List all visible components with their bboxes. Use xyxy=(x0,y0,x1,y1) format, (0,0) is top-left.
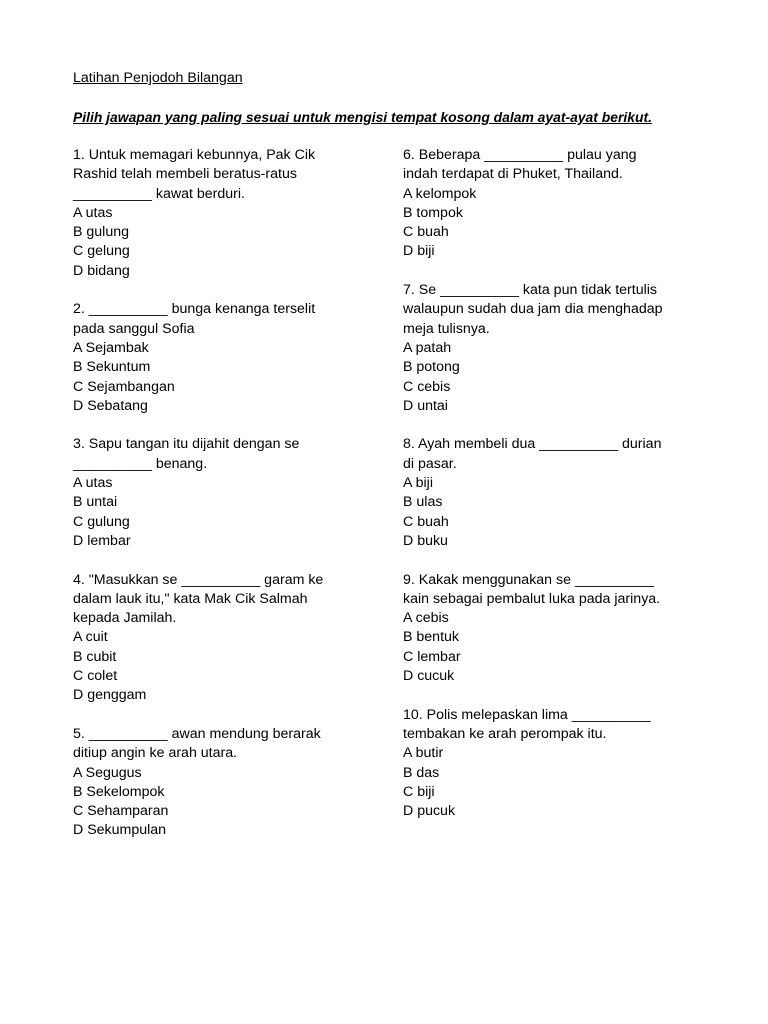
instruction-text: Pilih jawapan yang paling sesuai untuk mengisi tempat kosong dalam ayat-ayat berikut. xyxy=(73,109,652,125)
question-6 xyxy=(403,146,703,262)
question-line: tembakan ke arah perompak itu. xyxy=(403,725,607,742)
option-a: A butir xyxy=(403,745,444,762)
option-a: A utas xyxy=(73,475,113,492)
question-line: kain sebagai pembalut luka pada jarinya. xyxy=(403,590,661,607)
question-line: kepada Jamilah. xyxy=(73,610,177,627)
question-line: pada sanggul Sofia xyxy=(73,320,195,337)
option-b: B tompok xyxy=(403,204,463,221)
option-b: B bentuk xyxy=(403,629,460,646)
option-a: A utas xyxy=(73,204,113,221)
question-5 xyxy=(73,725,373,841)
option-c: C gelung xyxy=(73,243,130,260)
question-3 xyxy=(73,435,373,551)
option-a: A biji xyxy=(403,475,433,492)
question-line: __________ benang. xyxy=(73,455,208,472)
question-line: 2. __________ bunga kenanga terselit xyxy=(73,301,316,318)
option-d: D cucuk xyxy=(403,668,455,685)
question-line: 1. Untuk memagari kebunnya, Pak Cik xyxy=(73,147,316,163)
question-line: __________ kawat berduri. xyxy=(73,185,245,202)
option-b: B das xyxy=(403,764,440,781)
question-line: dalam lauk itu," kata Mak Cik Salmah xyxy=(73,590,308,607)
question-9 xyxy=(403,571,703,687)
option-c: C Sejambangan xyxy=(73,378,175,395)
left-column xyxy=(73,146,373,860)
option-d: D Sebatang xyxy=(73,397,148,414)
document-title: Latihan Penjodoh Bilangan xyxy=(73,70,243,86)
option-d: D genggam xyxy=(73,687,147,704)
question-line: di pasar. xyxy=(403,455,457,472)
question-2 xyxy=(73,300,373,416)
question-line: 3. Sapu tangan itu dijahit dengan se xyxy=(73,436,300,453)
right-column xyxy=(403,146,703,841)
option-a: A cebis xyxy=(403,610,449,627)
option-b: B gulung xyxy=(73,224,130,241)
option-c: C biji xyxy=(403,783,435,800)
option-d: D biji xyxy=(403,243,435,260)
question-line: walaupun sudah dua jam dia menghadap xyxy=(403,301,663,318)
question-line: 10. Polis melepaskan lima __________ xyxy=(403,706,651,723)
option-a: A kelompok xyxy=(403,185,477,202)
option-c: C cebis xyxy=(403,378,451,395)
question-line: indah terdapat di Phuket, Thailand. xyxy=(403,166,623,183)
question-line: 4. "Masukkan se __________ garam ke xyxy=(73,571,324,588)
option-a: A Sejambak xyxy=(73,339,149,356)
option-d: D buku xyxy=(403,532,448,549)
question-line: meja tulisnya. xyxy=(403,320,490,337)
option-b: B untai xyxy=(73,494,118,511)
option-d: D untai xyxy=(403,397,448,414)
question-10 xyxy=(403,706,703,822)
option-d: D bidang xyxy=(73,262,130,279)
question-line: Rashid telah membeli beratus-ratus xyxy=(73,166,297,183)
option-c: C Sehamparan xyxy=(73,803,169,820)
question-4 xyxy=(73,571,373,706)
option-b: B cubit xyxy=(73,648,117,665)
option-c: C colet xyxy=(73,668,118,685)
question-8 xyxy=(403,435,703,551)
option-c: C lembar xyxy=(403,648,461,665)
option-d: D Sekumpulan xyxy=(73,822,167,839)
option-d: D pucuk xyxy=(403,803,456,820)
option-b: B Sekuntum xyxy=(73,359,151,376)
option-a: A cuit xyxy=(73,629,108,646)
option-b: B Sekelompok xyxy=(73,783,165,800)
option-c: C gulung xyxy=(73,513,130,530)
question-line: 6. Beberapa __________ pulau yang xyxy=(403,147,637,163)
question-1 xyxy=(73,146,373,281)
option-a: A patah xyxy=(403,339,452,356)
question-line: ditiup angin ke arah utara. xyxy=(73,745,238,762)
option-d: D lembar xyxy=(73,532,131,549)
option-c: C buah xyxy=(403,513,449,530)
option-a: A Segugus xyxy=(73,764,142,781)
question-line: 9. Kakak menggunakan se __________ xyxy=(403,571,654,588)
question-7 xyxy=(403,281,703,416)
question-line: 5. __________ awan mendung berarak xyxy=(73,725,321,742)
question-line: 7. Se __________ kata pun tidak tertulis xyxy=(403,282,657,299)
option-b: B ulas xyxy=(403,494,443,511)
question-line: 8. Ayah membeli dua __________ durian xyxy=(403,436,662,453)
option-b: B potong xyxy=(403,359,460,376)
option-c: C buah xyxy=(403,224,449,241)
